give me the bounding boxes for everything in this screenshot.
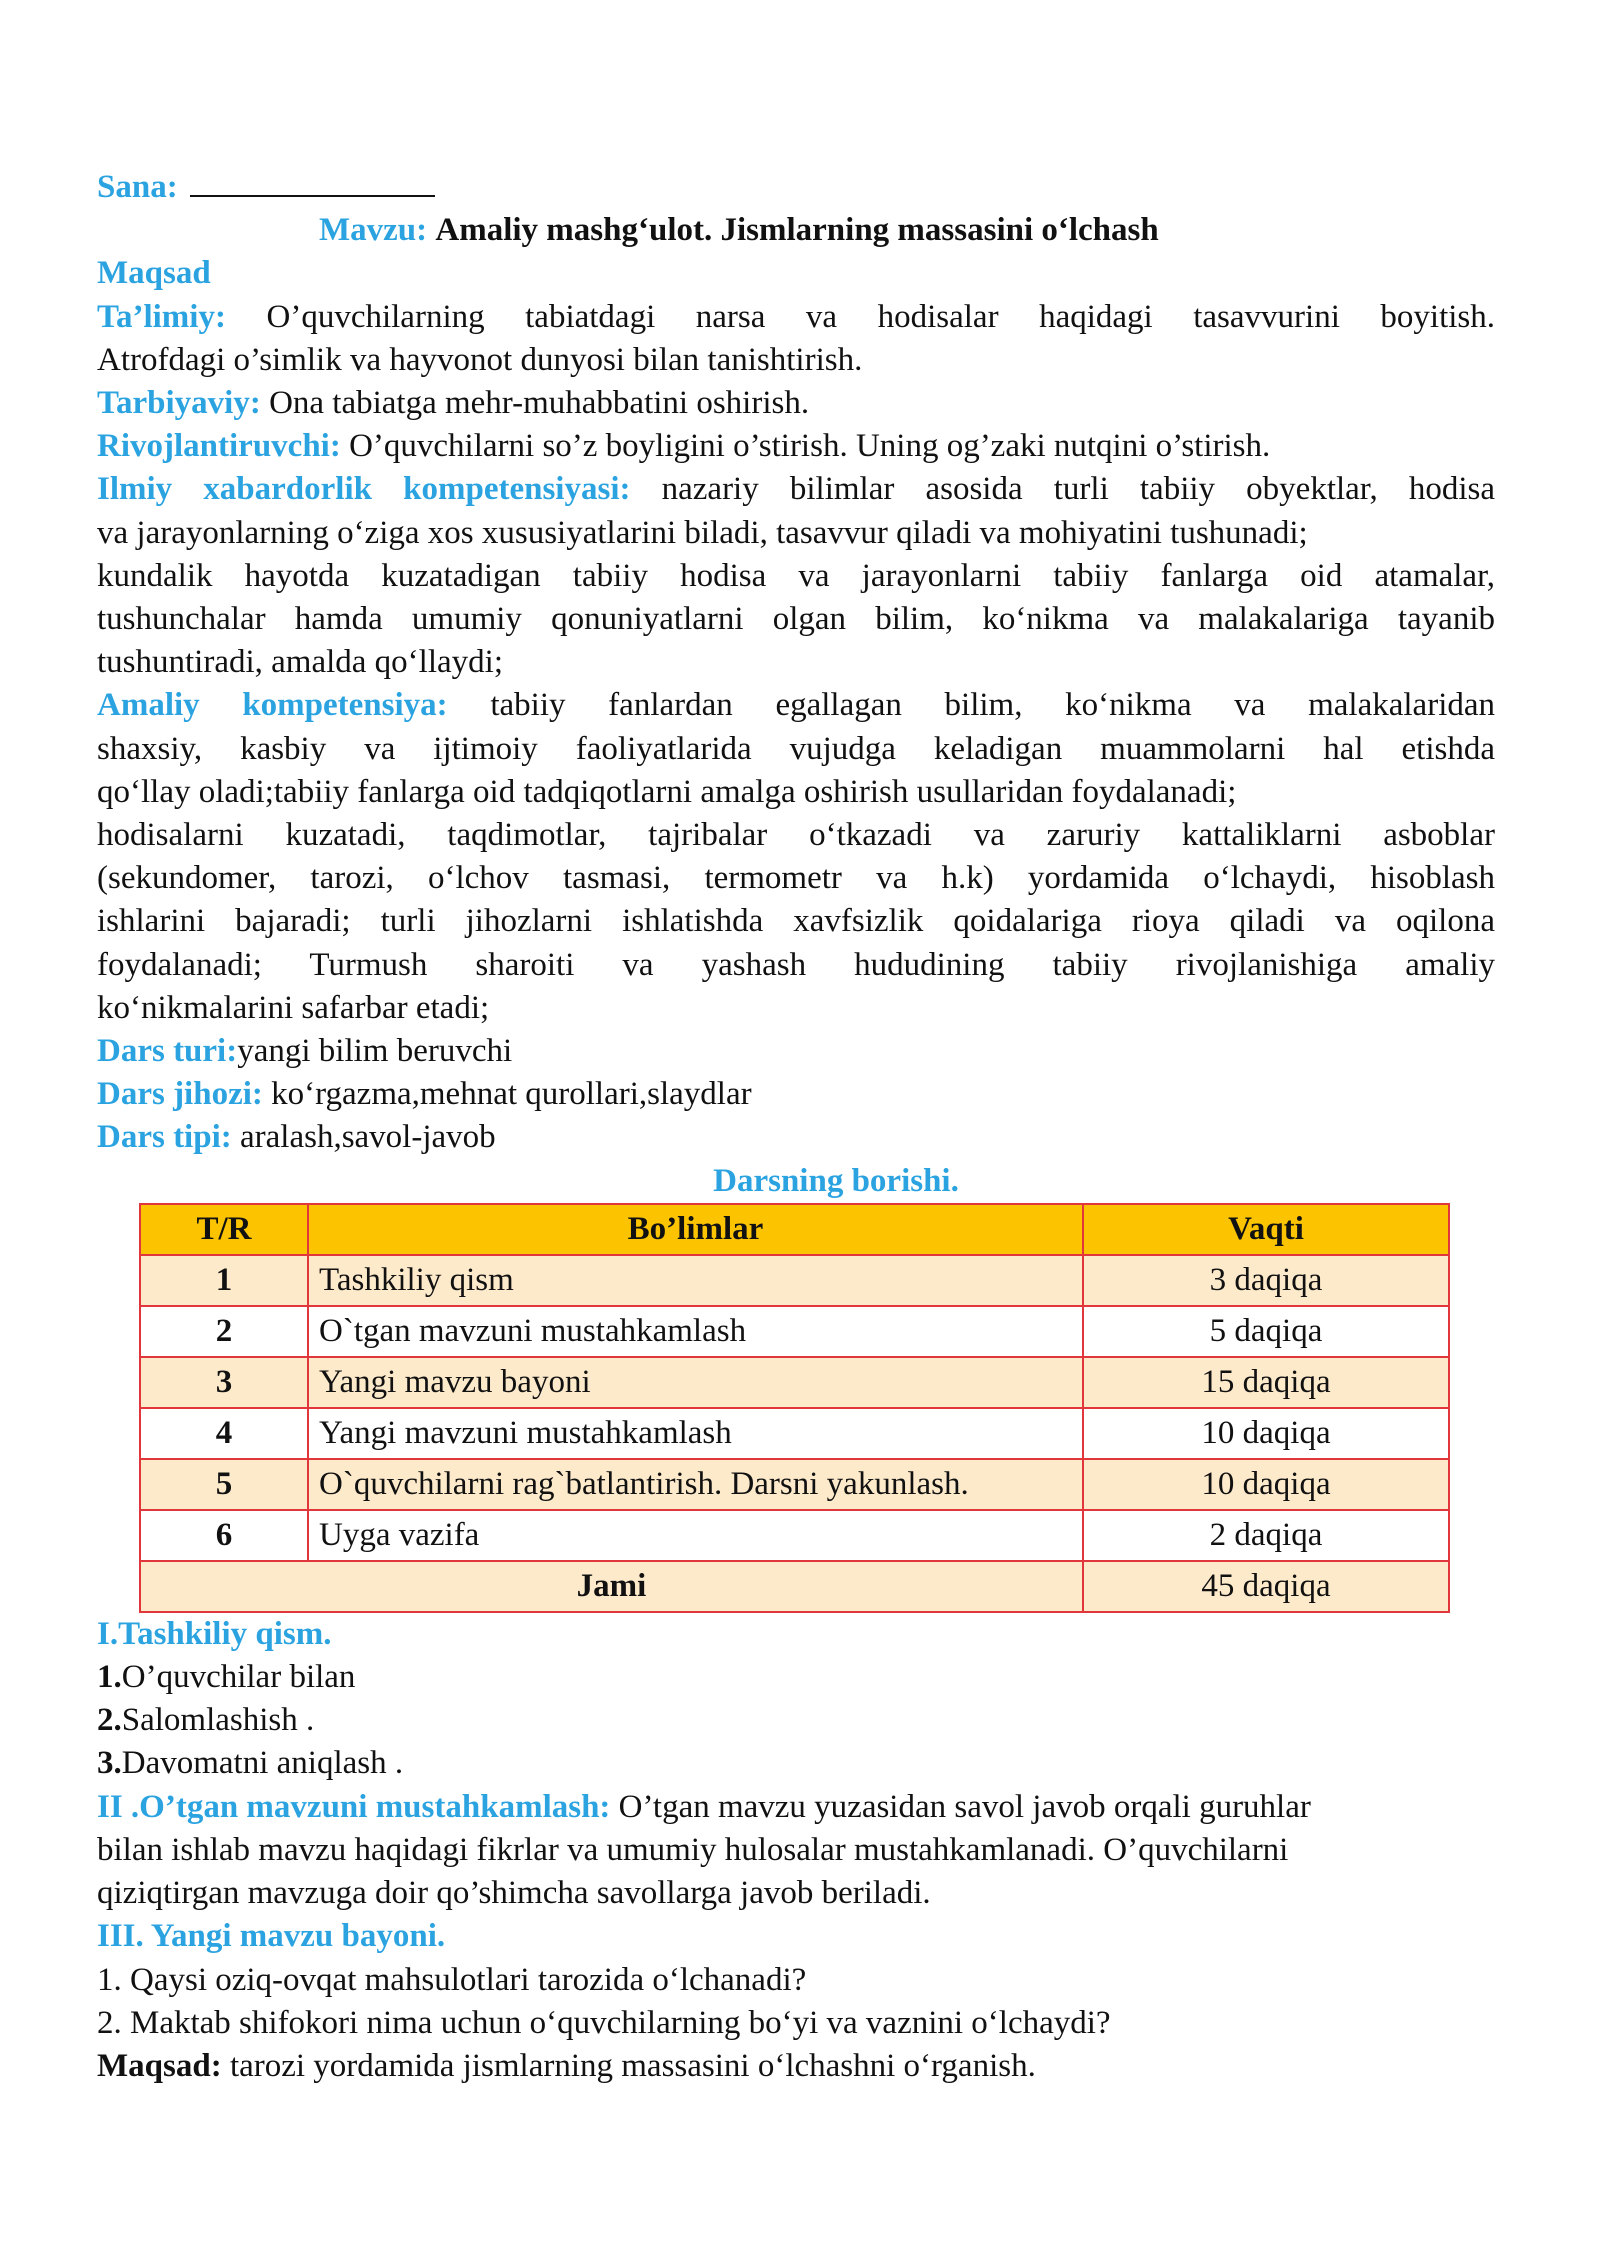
ilmiy-line-1: [97, 468, 1495, 511]
dars-jihozi-label: Dars jihozi:: [97, 1076, 263, 1113]
amaliy-line-1: [97, 684, 1495, 727]
row-number: 5: [140, 1459, 308, 1510]
question-2: 2. Maktab shifokori nima uchun o‘quvchilarning bo‘yi va vaznini o‘lchaydi?: [97, 2004, 1111, 2041]
section-2-text-1: O’tgan mavzu yuzasidan savol javob orqali guruhlar: [618, 1788, 1311, 1825]
section-2-line-2: bilan ishlab mavzu haqidagi fikrlar va umumiy hulosalar mustahkamlanadi. O’quvchilarni: [97, 1831, 1289, 1868]
table-row: [140, 1408, 1449, 1459]
amaliy-line-4: hodisalarni kuzatadi, taqdimotlar, tajribalar o‘tkazadi va zaruriy kattaliklarni asboblar: [97, 817, 1495, 854]
list-item: [97, 1699, 1495, 1742]
table-row: [140, 1357, 1449, 1408]
topic-line: [97, 209, 1495, 252]
dars-turi-line: [97, 1030, 1495, 1073]
maqsad-2-text: tarozi yordamida jismlarning massasini o‘lchashni o‘rganish.: [229, 2047, 1036, 2084]
amaliy-line-5: (sekundomer, tarozi, o‘lchov tasmasi, termometr va h.k) yordamida o‘lchaydi, hisoblash: [97, 860, 1495, 897]
row-section: Tashkiliy qism: [308, 1255, 1083, 1306]
document-content: [97, 165, 1495, 2088]
topic-title: Amaliy mashg‘ulot. Jismlarning massasini o‘lchash: [435, 212, 1159, 249]
ilmiy-line-3: kundalik hayotda kuzatadigan tabiiy hodisa va jarayonlarni tabiiy fanlarga oid atamalar,: [97, 557, 1495, 594]
row-section: Yangi mavzu bayoni: [308, 1357, 1083, 1408]
list-item-text: O’quvchilar bilan: [121, 1659, 356, 1696]
row-section: Yangi mavzuni mustahkamlash: [308, 1408, 1083, 1459]
maqsad-heading: Maqsad: [97, 255, 211, 292]
maqsad-2-label: Maqsad:: [97, 2047, 222, 2084]
question-1: 1. Qaysi oziq-ovqat mahsulotlari tarozida o‘lchanadi?: [97, 1961, 807, 1998]
talimiy-line-2: Atrofdagi o’simlik va hayvonot dunyosi bilan tanishtirish.: [97, 341, 863, 378]
list-item-number: 1.: [97, 1659, 122, 1696]
dars-turi-text: yangi bilim beruvchi: [237, 1033, 513, 1070]
amaliy-text-1: tabiiy fanlardan egallagan bilim, ko‘nikma va malakalaridan: [490, 687, 1496, 724]
amaliy-line-8: ko‘nikmalarini safarbar etadi;: [97, 989, 490, 1026]
tarbiyaviy-label: Tarbiyaviy:: [97, 385, 261, 422]
row-section: O`quvchilarni rag`batlantirish. Darsni yakunlash.: [308, 1459, 1083, 1510]
rivoj-line: [97, 425, 1495, 468]
amaliy-label: Amaliy kompetensiya:: [97, 687, 448, 724]
section-2-line-3: qiziqtirgan mavzuga doir qo’shimcha savollarga javob beriladi.: [97, 1875, 931, 1912]
table-row: [140, 1306, 1449, 1357]
dars-turi-label: Dars turi:: [97, 1033, 238, 1070]
list-item-text: Salomlashish .: [121, 1702, 315, 1739]
table-total-row: [140, 1561, 1449, 1612]
section-2-label: II .O’tgan mavzuni mustahkamlash:: [97, 1788, 611, 1825]
sana-label: Sana:: [97, 169, 178, 205]
talimiy-text: O’quvchilarning tabiatdagi narsa va hodisalar haqidagi tasavvurini boyitish.: [266, 298, 1495, 335]
ilmiy-text-1: nazariy bilimlar asosida turli tabiiy obyektlar, hodisa: [661, 471, 1496, 508]
ilmiy-line-5: tushuntiradi, amalda qo‘llaydi;: [97, 644, 503, 681]
dars-jihozi-text: ko‘rgazma,mehnat qurollari,slaydlar: [271, 1076, 752, 1113]
ilmiy-line-4: tushunchalar hamda umumiy qonuniyatlarni olgan bilim, ko‘nikma va malakalariga tayanib: [97, 601, 1495, 638]
amaliy-line-7: foydalanadi; Turmush sharoiti va yashash hududining tabiiy rivojlanishiga amaliy: [97, 946, 1495, 983]
dars-jihozi-line: [97, 1073, 1495, 1116]
row-number: 6: [140, 1510, 308, 1561]
rivoj-text: O’quvchilarni so’z boyligini o’stirish. Uning og’zaki nutqini o’stirish.: [349, 428, 1271, 465]
date-line: [97, 165, 1495, 209]
list-item-number: 3.: [97, 1745, 122, 1782]
row-time: 10 daqiqa: [1083, 1459, 1449, 1510]
total-label: Jami: [140, 1561, 1083, 1612]
list-item-text: Davomatni aniqlash .: [121, 1745, 404, 1782]
tarbiyaviy-line: [97, 382, 1495, 425]
rivoj-label: Rivojlantiruvchi:: [97, 428, 341, 465]
list-item-number: 2.: [97, 1702, 122, 1739]
table-row: [140, 1510, 1449, 1561]
dars-tipi-line: [97, 1116, 1495, 1159]
header-time: Vaqti: [1083, 1204, 1449, 1255]
talimiy-line-1: [97, 296, 1495, 339]
list-item: [97, 1656, 1495, 1699]
row-time: 2 daqiqa: [1083, 1510, 1449, 1561]
row-time: 15 daqiqa: [1083, 1357, 1449, 1408]
ilmiy-line-2: va jarayonlarning o‘ziga xos xususiyatlarini biladi, tasavvur qiladi va mohiyatini tushunadi;: [97, 514, 1308, 551]
row-number: 1: [140, 1255, 308, 1306]
ilmiy-label: Ilmiy xabardorlik kompetensiyasi:: [97, 471, 631, 508]
row-time: 3 daqiqa: [1083, 1255, 1449, 1306]
row-number: 3: [140, 1357, 308, 1408]
lesson-plan-table: [139, 1203, 1450, 1613]
date-blank: [190, 165, 435, 197]
total-time: 45 daqiqa: [1083, 1561, 1449, 1612]
dars-tipi-label: Dars tipi:: [97, 1119, 232, 1156]
mavzu-label: Mavzu:: [319, 212, 428, 249]
row-section: O`tgan mavzuni mustahkamlash: [308, 1306, 1083, 1357]
section-1-title: I.Tashkiliy qism.: [97, 1615, 332, 1652]
row-number: 4: [140, 1408, 308, 1459]
list-item: [97, 1742, 1495, 1785]
table-header-row: [140, 1204, 1449, 1255]
amaliy-line-6: ishlarini bajaradi; turli jihozlarni ishlatishda xavfsizlik qoidalariga rioya qiladi va oqilona: [97, 903, 1495, 940]
section-3-title: III. Yangi mavzu bayoni.: [97, 1918, 446, 1955]
amaliy-line-3: qo‘llay oladi;tabiiy fanlarga oid tadqiqotlarni amalga oshirish usullaridan foydalanadi;: [97, 773, 1237, 810]
row-section: Uyga vazifa: [308, 1510, 1083, 1561]
header-tr: T/R: [140, 1204, 308, 1255]
row-time: 5 daqiqa: [1083, 1306, 1449, 1357]
row-number: 2: [140, 1306, 308, 1357]
table-row: [140, 1255, 1449, 1306]
header-sections: Bo’limlar: [308, 1204, 1083, 1255]
dars-tipi-text: aralash,savol-javob: [240, 1119, 496, 1156]
section-2-line-1: [97, 1786, 1495, 1829]
table-row: [140, 1459, 1449, 1510]
talimiy-label: Ta’limiy:: [97, 298, 226, 335]
tarbiyaviy-text: Ona tabiatga mehr-muhabbatini oshirish.: [269, 385, 810, 422]
plan-title: Darsning borishi.: [713, 1162, 959, 1199]
maqsad-line: [97, 2045, 1495, 2088]
row-time: 10 daqiqa: [1083, 1408, 1449, 1459]
amaliy-line-2: shaxsiy, kasbiy va ijtimoiy faoliyatlarida vujudga keladigan muammolarni hal etishda: [97, 730, 1495, 767]
